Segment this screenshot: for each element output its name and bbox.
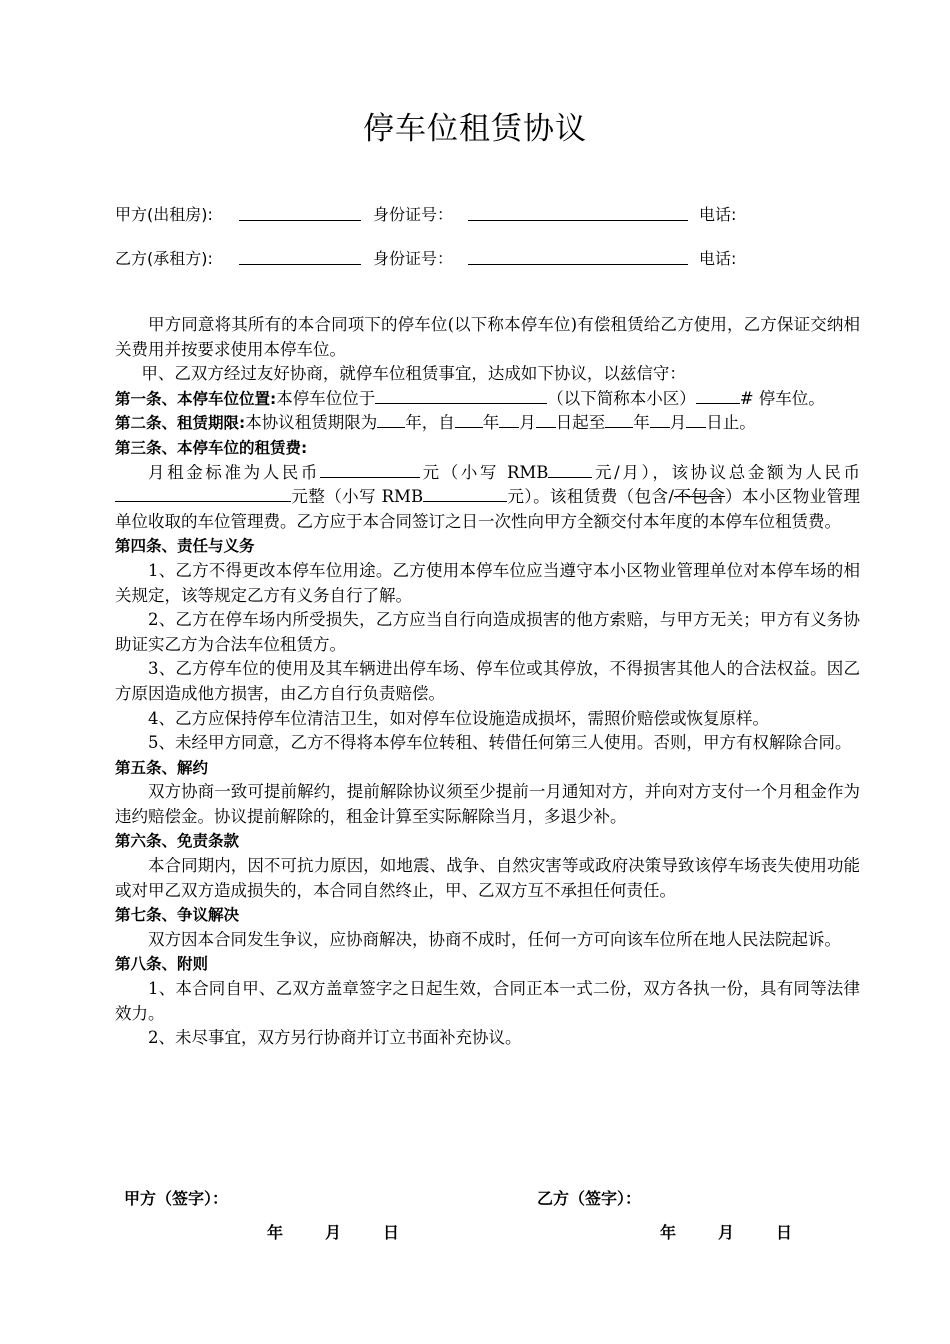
article-8-item: 2、未尽事宜，双方另行协商并订立书面补充协议。 (148, 1028, 522, 1048)
party-b-label: 乙方(承租方): (115, 249, 213, 268)
intro-paragraph-2: 甲、乙双方经过友好协商，就停车位租赁事宜，达成如下协议，以兹信守： (141, 364, 686, 384)
article-3-text: ）本小区物业管理单位收取的车位管理费。乙方应于本合同签订之日一次性向甲方全额交付本年度的本停车位租赁费。 (115, 487, 861, 531)
monthly-rent-rmb-blank (548, 462, 592, 478)
article-8-heading: 第八条、附则 (115, 955, 209, 974)
party-a-signature-label: 甲方（签字）： (124, 1189, 229, 1208)
struck-option: 不包含 (673, 487, 726, 507)
party-b-id-blank (468, 264, 688, 265)
article-2-text: 日起至 (555, 413, 606, 433)
article-6-heading: 第六条、免责条款 (115, 832, 240, 851)
party-b-sign-date (660, 1220, 810, 1242)
article-4-item: 4、乙方应保持停车位清洁卫生，如对停车位设施造成损坏，需照价赔偿或恢复原样。 (148, 708, 769, 728)
article-3-text: 元）。该租赁费（包含/ (507, 487, 674, 507)
article-2-text: 年 (482, 413, 500, 433)
article-3-text: 月租金标准为人民币 (148, 462, 321, 482)
party-a-sign-date (267, 1220, 417, 1242)
article-2-text: 本协议租赁期限为 (245, 413, 378, 433)
start-year-blank (455, 412, 483, 428)
term-years-blank (377, 412, 405, 428)
total-amount-blank (115, 486, 291, 502)
article-1-text: # 停车位。 (739, 388, 825, 408)
article-3-text: 元/月），该协议总金额为人民币 (592, 462, 860, 482)
article-2-text: 月 (669, 413, 687, 433)
article-2-text: 年，自 (405, 413, 455, 433)
article-2 (115, 411, 860, 436)
end-month-blank (650, 412, 670, 428)
article-3-body (115, 461, 860, 535)
party-a-phone-label: 电话: (699, 205, 737, 224)
article-4-item: 1、乙方不得更改本停车位用途。乙方使用本停车位应当遵守本小区物业管理单位对本停车场的相关规定，该等规定乙方有义务自行了解。 (115, 560, 860, 605)
intro-paragraph-1: 甲方同意将其所有的本合同项下的停车位(以下称本停车位)有偿租赁给乙方使用，乙方保证交纳相关费用并按要求使用本停车位。 (115, 315, 860, 359)
location-blank (375, 388, 547, 404)
party-a-label: 甲方(出租房): (115, 205, 213, 224)
article-2-text: 月 (519, 413, 536, 433)
article-4-item: 2、乙方在停车场内所受损失，乙方应当自行向造成损害的他方索赔，与甲方无关；甲方有义务协助证实乙方为合法车位租赁方。 (115, 610, 860, 654)
month-label: 月 (718, 1223, 735, 1242)
month-label: 月 (325, 1223, 342, 1242)
end-day-blank (686, 412, 706, 428)
article-7-heading: 第七条、争议解决 (115, 906, 240, 925)
article-4-item: 5、未经甲方同意，乙方不得将本停车位转租、转借任何第三人使用。否则，甲方有权解除合同。 (148, 733, 852, 753)
party-b-id-label: 身份证号： (373, 249, 454, 268)
document-title: 停车位租赁协议 (363, 111, 587, 147)
party-a-name-blank (239, 220, 361, 221)
article-4-item: 3、乙方停车位的使用及其车辆进出停车场、停车位或其停放，不得损害其他人的合法权益。因乙方原因造成他方损害，由乙方自行负责赔偿。 (115, 659, 860, 703)
article-1-heading: 第一条、本停车位位置: (115, 389, 277, 408)
day-label: 日 (383, 1223, 400, 1242)
article-2-text: 年 (633, 413, 650, 433)
party-a-id-blank (468, 220, 688, 221)
year-label: 年 (660, 1223, 677, 1242)
space-number-blank (696, 388, 740, 404)
party-b-row (115, 246, 855, 270)
monthly-rent-blank (320, 462, 420, 478)
article-2-heading: 第二条、租赁期限: (115, 414, 246, 433)
article-2-text: 日止。 (706, 413, 756, 433)
total-amount-rmb-blank (423, 486, 507, 502)
party-a-id-label: 身份证号： (373, 205, 454, 224)
start-day-blank (536, 412, 556, 428)
contract-body (115, 313, 860, 1051)
article-8-item: 1、本合同自甲、乙双方盖章签字之日起生效，合同正本一式二份，双方各执一份，具有同等法律效力。 (115, 979, 860, 1023)
article-3-text: 元（小写 RMB (420, 462, 549, 482)
article-3-heading: 第三条、本停车位的租赁费: (115, 438, 308, 457)
party-b-name-blank (239, 264, 361, 265)
article-1 (115, 387, 860, 412)
article-5-heading: 第五条、解约 (115, 758, 209, 777)
article-1-text: 本停车位位于 (276, 388, 376, 408)
year-label: 年 (267, 1223, 284, 1242)
article-3-text: 元整（小写 RMB (291, 487, 424, 507)
day-label: 日 (776, 1223, 793, 1242)
article-7-text: 双方因本合同发生争议，应协商解决，协商不成时，任何一方可向该车位所在地人民法院起诉。 (148, 929, 841, 949)
end-year-blank (605, 412, 633, 428)
start-month-blank (499, 412, 519, 428)
party-a-row (115, 202, 855, 226)
article-4-heading: 第四条、责任与义务 (115, 537, 255, 556)
article-1-text: （以下简称本小区） (547, 388, 696, 408)
article-6-text: 本合同期内，因不可抗力原因，如地震、战争、自然灾害等或政府决策导致该停车场丧失使用功能或对甲乙双方造成损失的，本合同自然终止，甲、乙双方互不承担任何责任。 (115, 856, 860, 900)
article-5-text: 双方协商一致可提前解约，提前解除协议须至少提前一月通知对方，并向对方支付一个月租金作为违约赔偿金。协议提前解除的，租金计算至实际解除当月，多退少补。 (115, 782, 860, 826)
party-b-signature-label: 乙方（签字）： (537, 1189, 642, 1208)
party-b-phone-label: 电话: (699, 249, 737, 268)
